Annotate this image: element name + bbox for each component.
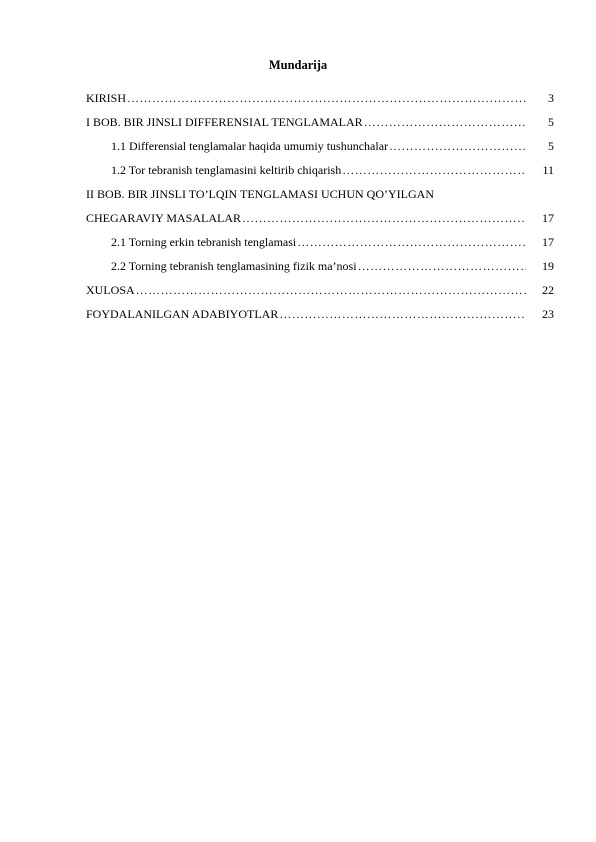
toc-entry-text: KIRISH [86,91,127,105]
toc-entry-text: 2.2 Torning tebranish tenglamasining fizik ma’nosi [111,259,357,273]
toc-entry-page: 3 [548,91,554,105]
toc-leader-dots [279,307,526,322]
toc-entry-text: CHEGARAVIY MASALALAR [86,211,242,225]
toc-entry-text: 1.1 Differensial tenglamalar haqida umumiy tushunchalar [111,139,389,153]
toc-leader-dots [342,163,526,178]
toc-title: Mundarija [268,58,328,72]
toc-entry-xulosa[interactable] [86,283,554,307]
toc-entry-chapter-2-line-2[interactable] [86,211,554,235]
toc-entry-page: 23 [542,307,554,321]
toc-entry-section-1-2[interactable] [86,163,554,187]
toc-leader-dots [136,283,526,298]
toc-leader-dots [364,115,526,130]
toc-entry-bibliography[interactable] [86,307,554,331]
toc-entry-text: I BOB. BIR JINSLI DIFFERENSIAL TENGLAMALAR [86,115,363,129]
toc-entry-page: 19 [542,259,554,273]
toc-leader-dots [389,139,526,154]
toc-leader-dots [297,235,526,250]
toc-entry-page: 22 [542,283,554,297]
toc-entry-page: 11 [542,163,554,177]
toc-entry-chapter-2-line-1[interactable] [86,187,554,211]
toc-leader-dots [242,211,526,226]
toc-entry-text: 1.2 Tor tebranish tenglamasini keltirib chiqarish [111,163,342,177]
toc-entry-chapter-1[interactable] [86,115,554,139]
toc-entry-kirish[interactable] [86,91,554,115]
toc-entry-text: FOYDALANILGAN ADABIYOTLAR [86,307,279,321]
toc-entry-section-2-2[interactable] [86,259,554,283]
toc-entry-page: 5 [548,115,554,129]
toc-entry-page: 17 [542,235,554,249]
table-of-contents [86,91,554,331]
toc-entry-text: XULOSA [86,283,135,297]
toc-entry-text: 2.1 Torning erkin tebranish tenglamasi [111,235,297,249]
toc-entry-text: II BOB. BIR JINSLI TO’LQIN TENGLAMASI UCHUN QO’YILGAN [86,187,434,201]
toc-entry-section-2-1[interactable] [86,235,554,259]
toc-leader-dots [127,91,526,106]
toc-entry-page: 5 [548,139,554,153]
toc-leader-dots [358,259,526,274]
toc-entry-section-1-1[interactable] [86,139,554,163]
toc-entry-page: 17 [542,211,554,225]
